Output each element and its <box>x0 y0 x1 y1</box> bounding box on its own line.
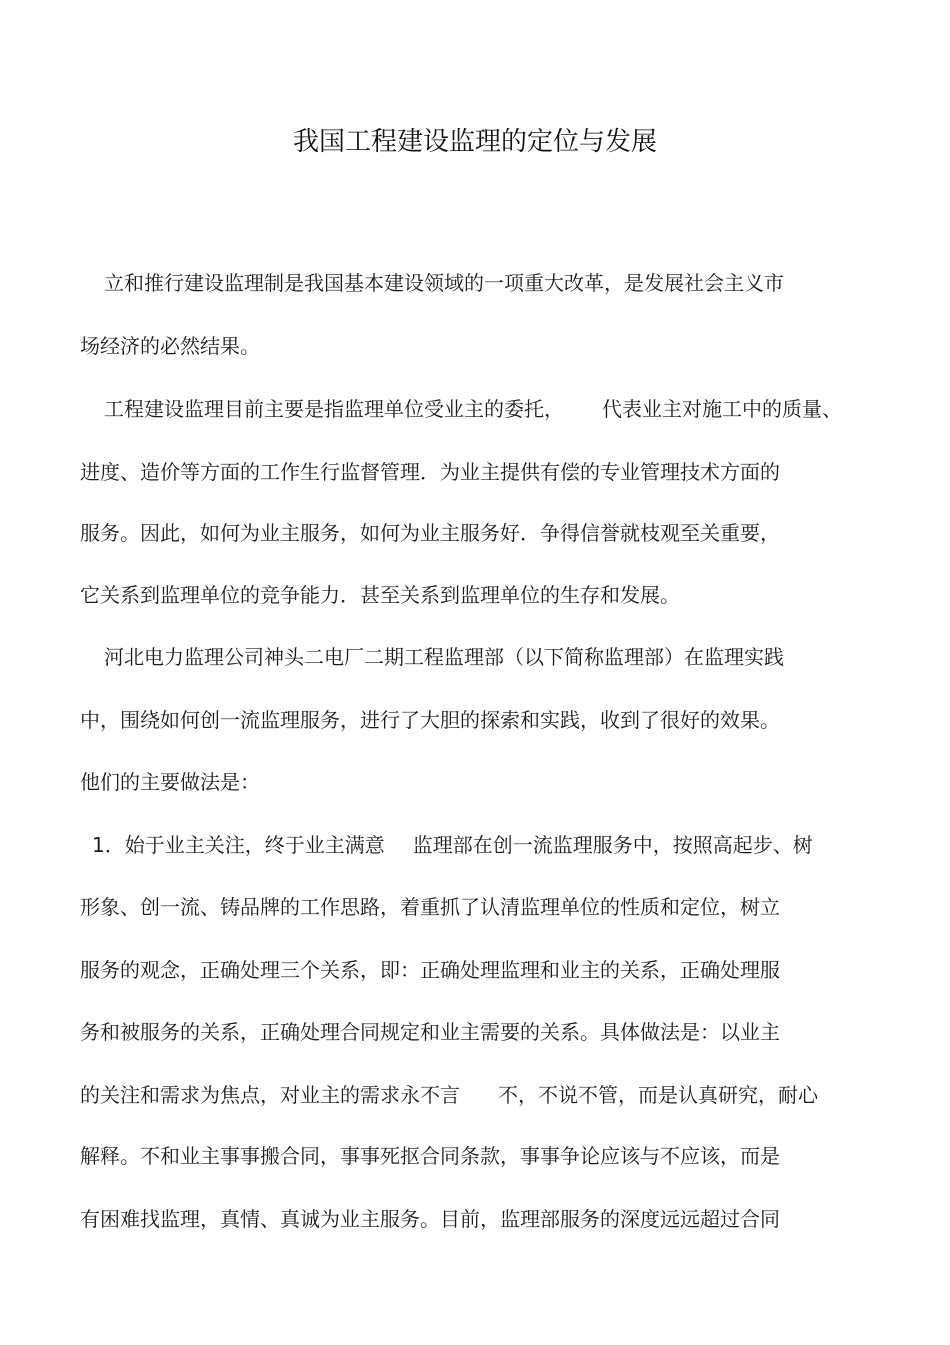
text-line-16: 有困难找监理，真情、真诚为业主服务。目前，监理部服务的深度远远超过合同 <box>80 1207 780 1231</box>
paragraph-line <box>80 1141 780 1171</box>
text-line-2: 场经济的必然结果。 <box>80 334 260 358</box>
text-line-3b: 代表业主对施工中的质量、 <box>602 397 842 421</box>
paragraph-line <box>80 331 260 361</box>
text-line-14b: 不，不说不管，而是认真研究，耐心 <box>498 1083 818 1107</box>
text-line-12: 服务的观念，正确处理三个关系，即：正确处理监理和业主的关系，正确处理服 <box>80 958 780 982</box>
paragraph-line <box>92 830 813 860</box>
text-line-5: 服务。因此，如何为业主服务，如何为业主服务好．争得信誉就枝观至关重要， <box>80 521 780 545</box>
paragraph-line <box>80 1204 780 1234</box>
paragraph-line <box>80 955 780 985</box>
document-title: 我国工程建设监理的定位与发展 <box>292 127 657 157</box>
paragraph-line <box>80 767 260 797</box>
text-line-11: 形象、创一流、铸品牌的工作思路，着重抓了认清监理单位的性质和定位，树立 <box>80 895 780 919</box>
paragraph-line <box>104 268 784 298</box>
text-line-8: 中，围绕如何创一流监理服务，进行了大胆的探索和实践，收到了很好的效果。 <box>80 708 780 732</box>
paragraph-line <box>104 642 784 672</box>
text-line-13: 务和被服务的关系，正确处理合同规定和业主需要的关系。具体做法是：以业主 <box>80 1020 780 1044</box>
text-line-9: 他们的主要做法是： <box>80 770 260 794</box>
paragraph-line <box>80 457 780 487</box>
paragraph-line <box>80 518 780 548</box>
text-line-7: 河北电力监理公司神头二电厂二期工程监理部（以下简称监理部）在监理实践 <box>104 645 784 669</box>
paragraph-line <box>80 1017 780 1047</box>
text-line-3a: 工程建设监理目前主要是指监理单位受业主的委托， <box>104 397 564 421</box>
paragraph-line <box>80 705 780 735</box>
text-line-6: 它关系到监理单位的竞争能力．甚至关系到监理单位的生存和发展。 <box>80 583 680 607</box>
text-line-15: 解释。不和业主事事搬合同，事事死抠合同条款，事事争论应该与不应该，而是 <box>80 1144 780 1168</box>
list-item-heading: 1．始于业主关注，终于业主满意 <box>92 833 385 857</box>
paragraph-line <box>80 892 780 922</box>
paragraph-line <box>80 1080 818 1110</box>
text-line-10b: 监理部在创一流监理服务中，按照高起步、树 <box>412 833 813 857</box>
text-line-14a: 的关注和需求为焦点，对业主的需求永不言 <box>80 1083 460 1107</box>
text-line-4: 进度、造价等方面的工作生行监督管理．为业主提供有偿的专业管理技术方面的 <box>80 460 780 484</box>
paragraph-line <box>104 394 842 424</box>
paragraph-line <box>80 580 680 610</box>
text-line-1: 立和推行建设监理制是我国基本建设领域的一项重大改革，是发展社会主义市 <box>104 271 784 295</box>
